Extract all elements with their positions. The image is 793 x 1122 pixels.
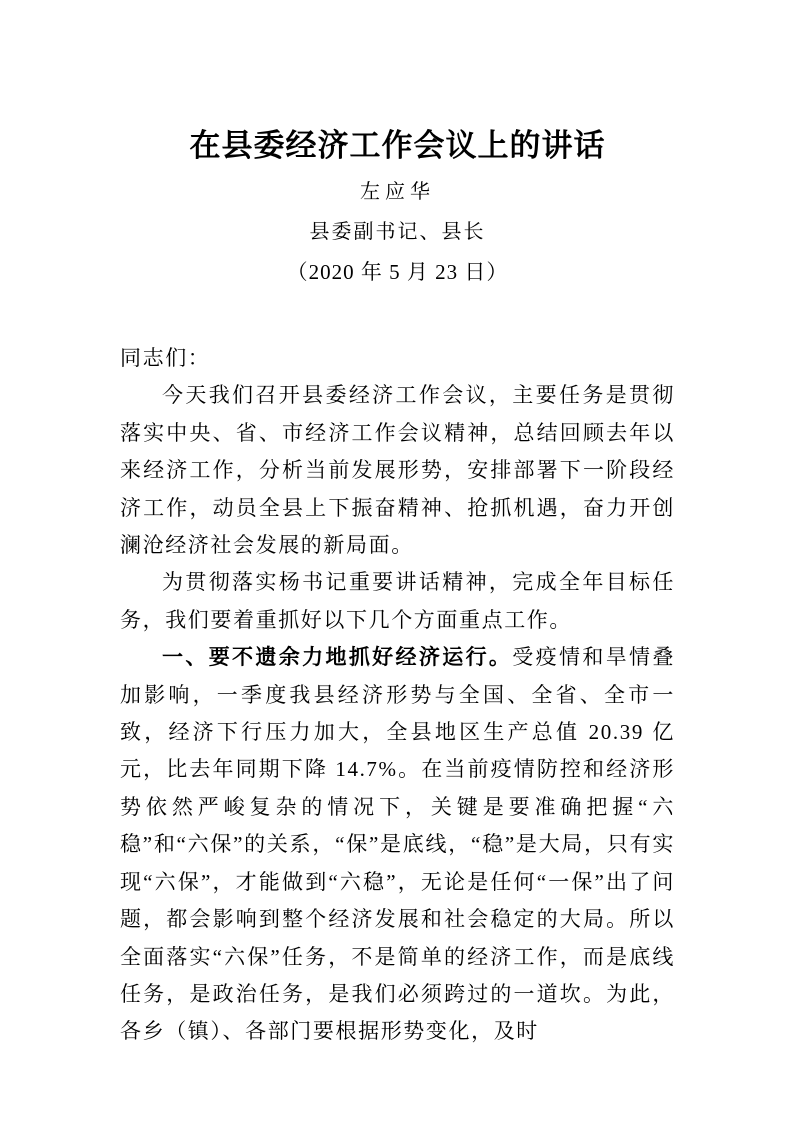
paragraph-2-text: 为贯彻落实杨书记重要讲话精神，完成全年目标任务，我们要着重抓好以下几个方面重点工作。: [120, 570, 675, 632]
document-body: [120, 340, 675, 1051]
paragraph-3-text: 受疫情和旱情叠加影响，一季度我县经济形势与全国、全省、全市一致，经济下行压力加大，全县地区生产总值 20.39 亿元，比去年同期下降 14.7%。在当前疫情防控和经济形势依然严峻复杂的情况下，关键是要准确把握“六稳”和“六保”的关系，“保”是底线，“稳”是大局，只有实现“六保”，才能做到“六稳”，无论是任何“一保”出了问题，都会影响到整个经济发展和社会稳定的大局。所以全面落实“六保”任务，不是简单的经济工作，而是底线任务，是政治任务，是我们必须跨过的一道坎。为此，各乡（镇）、各部门要根据形势变化，及时: [120, 645, 676, 1044]
paragraph-1: [120, 377, 675, 564]
author-role: 县委副书记、县长: [309, 221, 486, 243]
paragraph-3: [120, 639, 675, 1050]
section-1-heading: 一、要不遗余力地抓好经济运行。: [162, 646, 513, 670]
paragraph-2: [120, 564, 675, 639]
document-title: 在县委经济工作会议上的讲话: [189, 128, 606, 163]
salutation: 同志们：: [120, 346, 211, 370]
author-name: 左应华: [360, 181, 435, 203]
document-content: [120, 0, 675, 1051]
document-date: （2020 年 5 月 23 日）: [286, 260, 509, 284]
paragraph-1-text: 今天我们召开县委经济工作会议，主要任务是贯彻落实中央、省、市经济工作会议精神，总结回顾去年以来经济工作，分析当前发展形势，安排部署下一阶段经济工作，动员全县上下振奋精神、抢抓机遇，奋力开创澜沧经济社会发展的新局面。: [120, 383, 675, 558]
